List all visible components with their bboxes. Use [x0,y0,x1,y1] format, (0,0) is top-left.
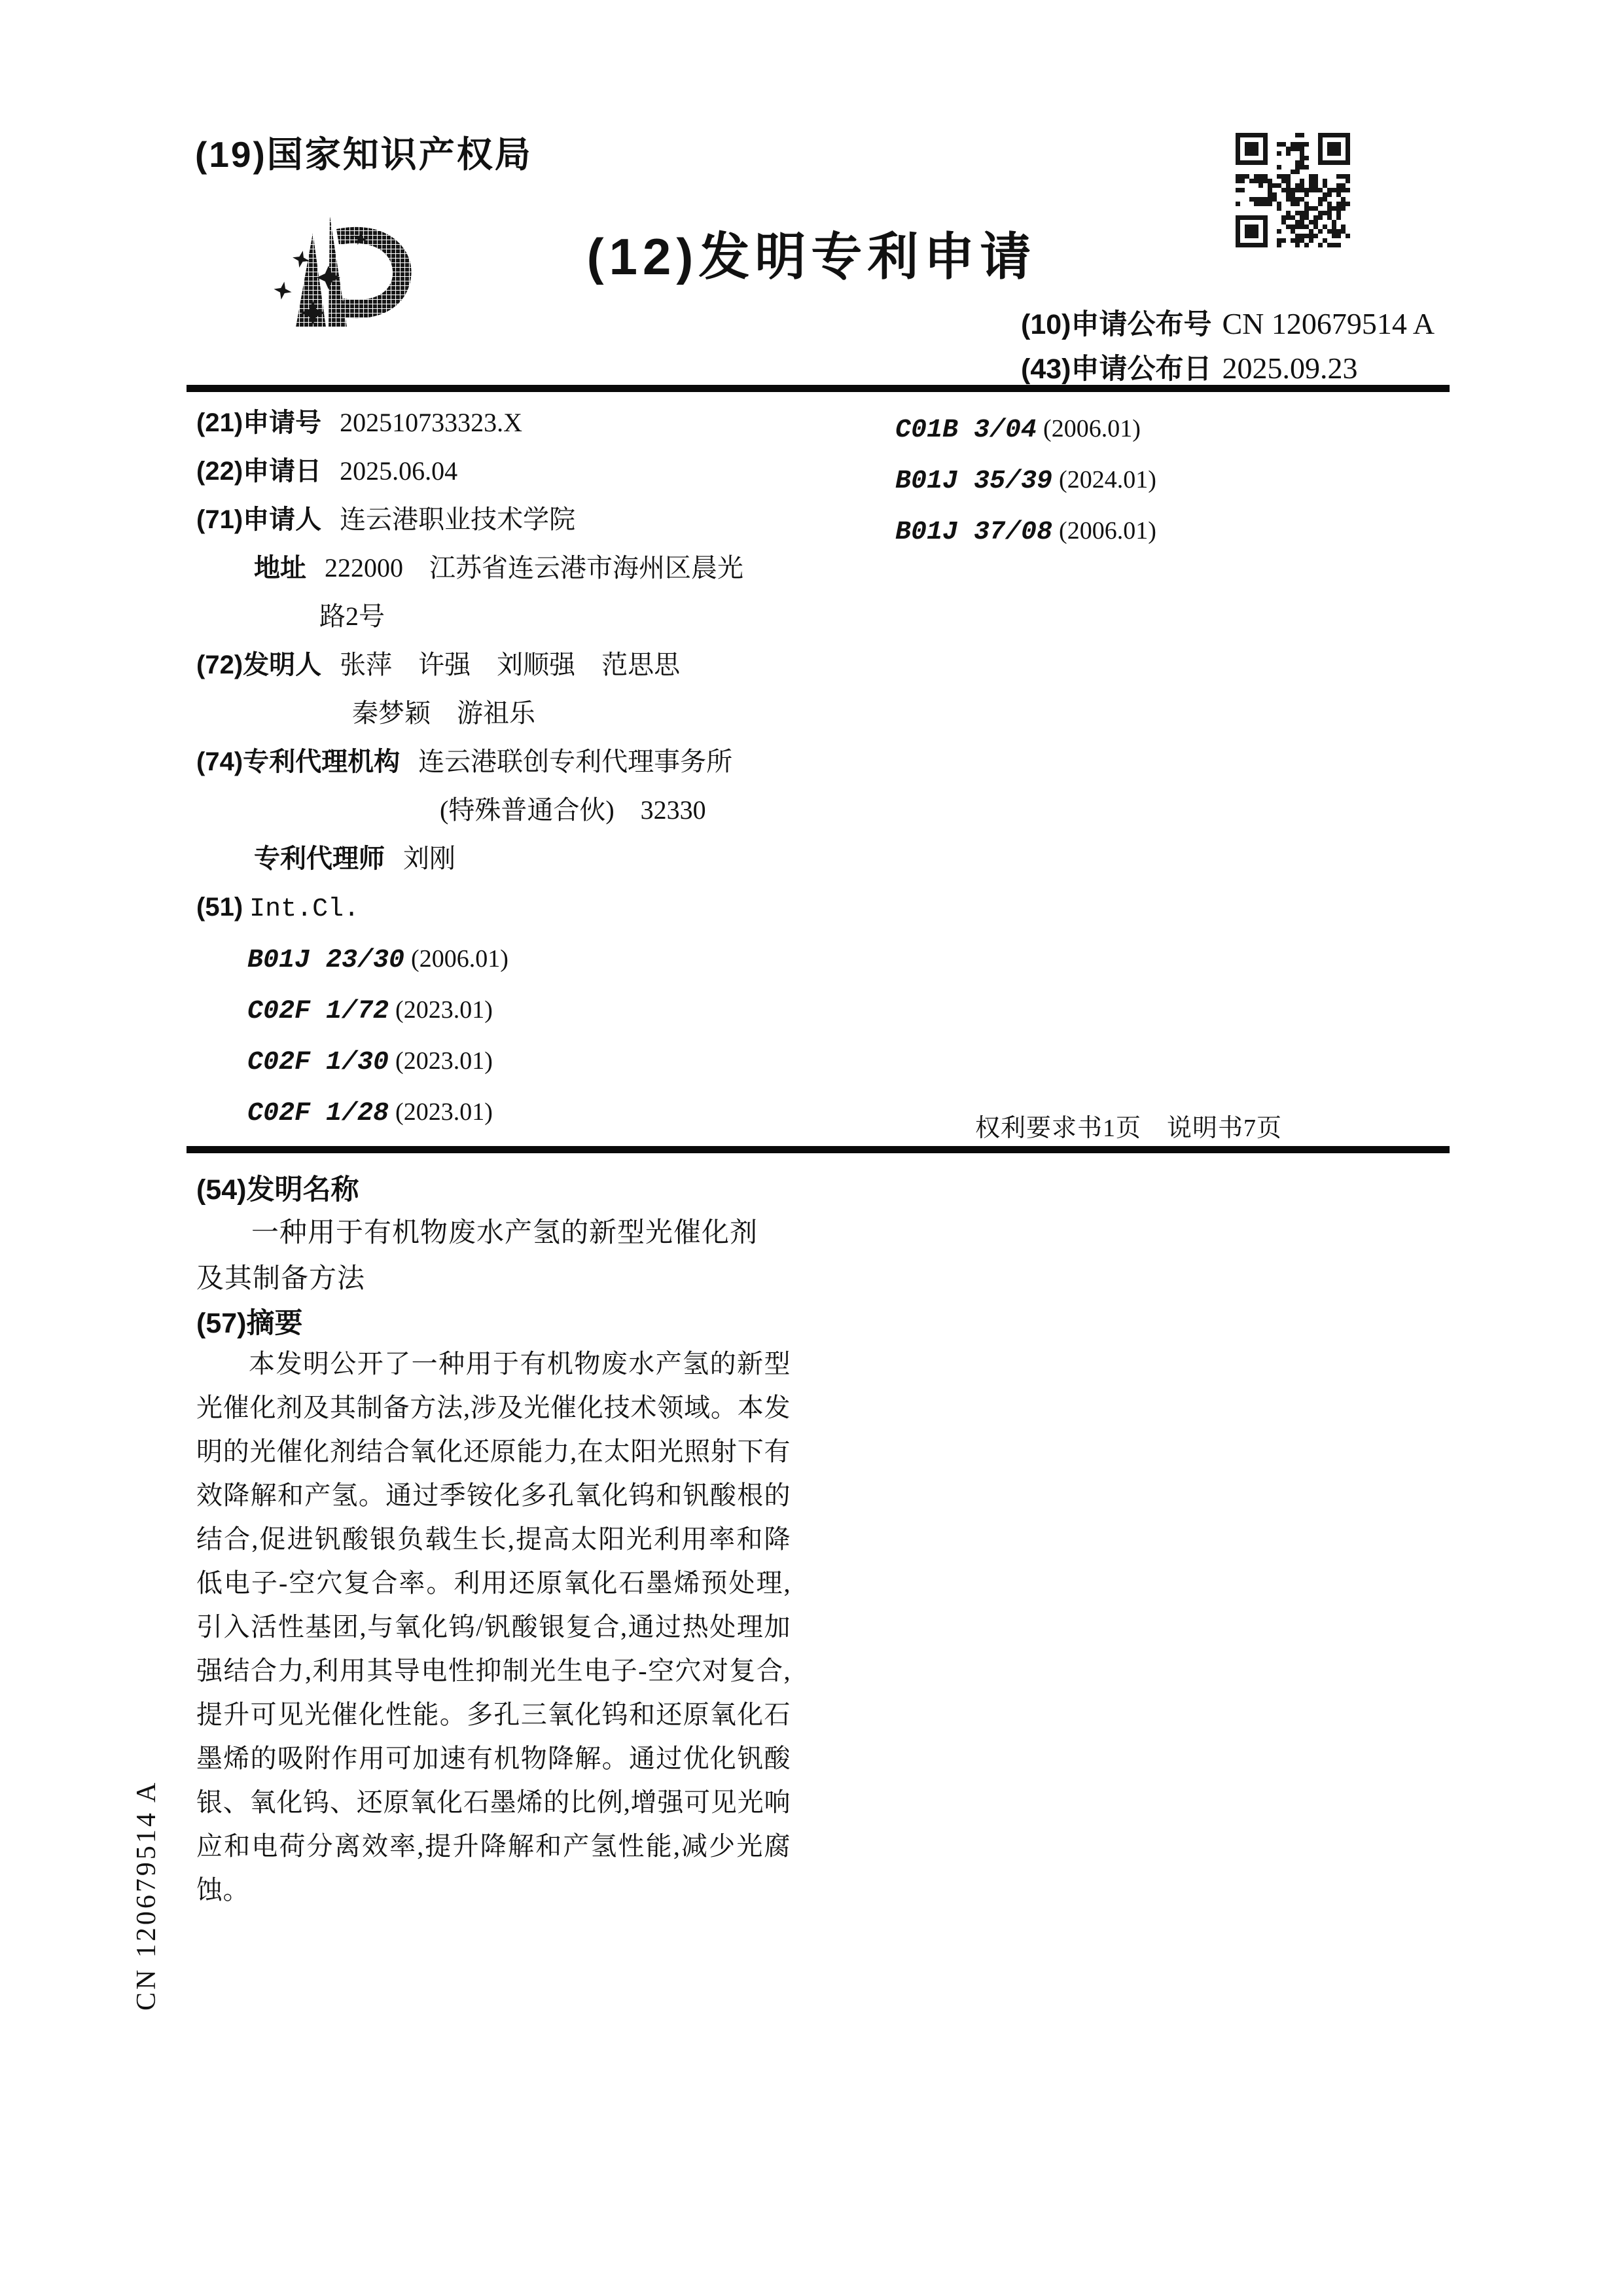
qr-code-icon [1236,133,1350,247]
publication-number-label: (10)申请公布号 [1021,309,1212,340]
application-number-row [196,407,900,439]
pages-note: 权利要求书1页 说明书7页 [975,1115,1283,1142]
ipc-code: C02F 1/30 [247,1048,389,1077]
ipc-code: C02F 1/72 [247,997,389,1026]
inventors-line1: 张萍 许强 刘顺强 范思思 [340,650,681,679]
agency-row-2 [196,795,900,826]
applicant-label: (71)申请人 [196,505,322,534]
horizontal-rule-top [187,385,1450,392]
document-type-title: (12)发明专利申请 [586,228,1037,285]
invention-title-label: (54)发明名称 [196,1174,359,1206]
biblio-left-column [196,407,900,1147]
ipc-left-row-3 [196,1045,900,1079]
inventors-label: (72)发明人 [196,651,322,679]
invention-title-line2: 及其制备方法 [196,1264,366,1294]
side-publication-code: CN 120679514 A [132,1780,162,2011]
address-row [196,552,900,584]
ipc-code: C02F 1/28 [247,1099,389,1128]
publication-number-line [1021,302,1435,342]
ipc-code: C01B 3/04 [895,416,1037,445]
ipc-code: B01J 35/39 [895,467,1053,496]
ipc-right-row-3 [895,514,1452,548]
ipc-year: (2023.01) [395,1098,493,1126]
publication-number-value: CN 120679514 A [1222,307,1435,340]
address-line1: 222000 江苏省连云港市海州区晨光 [325,553,743,583]
intcl-label: (51) [196,893,243,922]
ipc-code: B01J 37/08 [895,518,1053,547]
address-line2: 路2号 [319,601,385,631]
ipc-year: (2006.01) [1059,517,1156,545]
ipc-year: (2006.01) [1043,415,1141,442]
ipc-year: (2006.01) [411,945,508,973]
agency-value: 连云港联创专利代理事务所 [418,747,733,776]
agency-row [196,746,900,778]
office-name: (19)国家知识产权局 [195,134,533,175]
intcl-row [196,891,900,925]
invention-title-line1: 一种用于有机物废水产氢的新型光催化剂 [251,1218,758,1248]
ipc-left-row-2 [196,994,900,1028]
abstract-label: (57)摘要 [196,1308,303,1339]
filing-date-row [196,456,900,487]
agent-value: 刘刚 [403,844,455,873]
agency-label: (74)专利代理机构 [196,747,401,776]
publication-date-label: (43)申请公布日 [1021,353,1212,385]
publication-date-line [1021,347,1357,387]
ipc-right-row-2 [895,463,1452,497]
biblio-right-column [895,412,1452,565]
ipc-code: B01J 23/30 [247,946,405,975]
publication-date-value: 2025.09.23 [1222,351,1358,385]
qr-code-svg [1236,133,1350,247]
inventors-row-2 [196,698,900,729]
filing-date-value: 2025.06.04 [340,456,458,486]
ipc-left-row-4 [196,1096,900,1130]
applicant-value: 连云港职业技术学院 [340,505,576,534]
filing-date-label: (22)申请日 [196,457,322,486]
application-number-value: 202510733323.X [340,408,523,437]
address-label: 地址 [254,554,306,583]
ipc-right-row-1 [895,412,1452,446]
applicant-row [196,504,900,535]
agent-label: 专利代理师 [254,844,385,873]
ipc-year: (2023.01) [395,1047,493,1075]
application-number-label: (21)申请号 [196,408,322,437]
agent-row [196,843,900,874]
abstract-text: 本发明公开了一种用于有机物废水产氢的新型光催化剂及其制备方法,涉及光催化技术领域。本发明的光催化剂结合氧化还原能力,在太阳光照射下有效降解和产氢。通过季铵化多孔氧化钨和钒酸根的结合,促进钒酸银负载生长,提高太阳光利用率和降低电子-空穴复合率。利用还原氧化石墨烯预处理,引入活性基团,与氧化钨/钒酸银复合,通过热处理加强结合力,利用其导电性抑制光生电子-空穴对复合,提升可见光催化性能。多孔三氧化钨和还原氧化石墨烯的吸附作用可加速有机物降解。通过优化钒酸银、氧化钨、还原氧化石墨烯的比例,增强可见光响应和电荷分离效率,提升降解和产氢性能,减少光腐蚀。 [196,1349,791,1905]
agency-line2: (特殊普通合伙) 32330 [440,795,706,825]
inventors-row [196,649,900,681]
ipc-year: (2023.01) [395,996,493,1024]
ipc-year: (2024.01) [1059,466,1156,493]
ipc-left-row-1 [196,942,900,977]
horizontal-rule-middle [187,1146,1450,1153]
inventors-line2: 秦梦颖 游祖乐 [352,698,535,728]
intcl-word: Int.Cl. [249,895,360,924]
address-row-2 [196,601,900,632]
